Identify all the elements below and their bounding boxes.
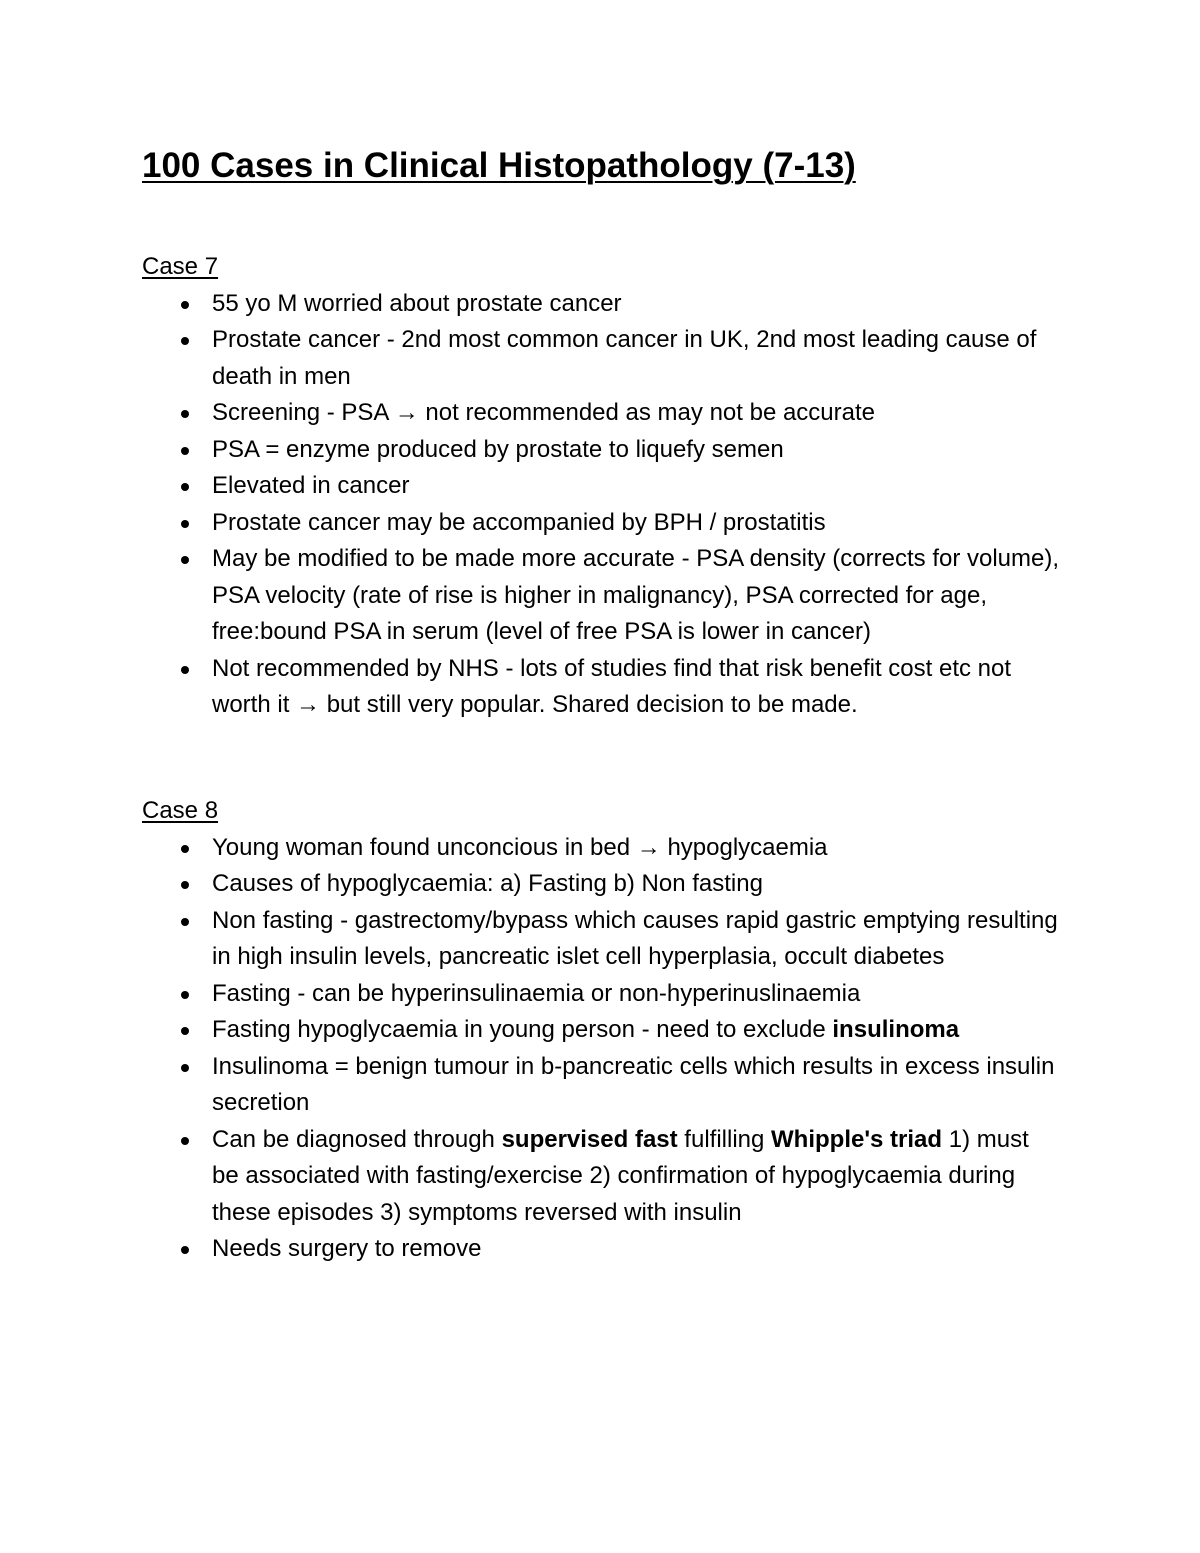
bullet-text: Not recommended by NHS - lots of studies find that risk benefit cost etc not worth it → but still very popular. Shared decision to be made. [212, 654, 1012, 718]
list-item [142, 651, 1062, 724]
bullet-text: Non fasting - gastrectomy/bypass which causes rapid gastric emptying resulting in high insulin levels, pancreatic islet cell hyperplasia, occult diabetes [212, 906, 1058, 970]
bullet-list [142, 286, 1062, 724]
list-item [142, 1231, 1062, 1268]
list-item [142, 395, 1062, 432]
bullet-icon [181, 337, 189, 345]
list-item [142, 903, 1062, 976]
list-item [142, 866, 1062, 903]
list-item [142, 1049, 1062, 1122]
bullet-text: Screening - PSA → not recommended as may not be accurate [212, 399, 876, 426]
bullet-icon [181, 918, 189, 926]
list-item [142, 468, 1062, 505]
bullet-text: 55 yo M worried about prostate cancer [212, 289, 622, 317]
bullet-icon [181, 410, 189, 418]
bold-term: insulinoma [832, 1016, 960, 1043]
bullet-text: Needs surgery to remove [212, 1235, 482, 1262]
bullet-icon [181, 881, 189, 889]
bullet-text: Insulinoma = benign tumour in b-pancreatic cells which results in excess insulin secretion [212, 1052, 1055, 1116]
case-section-7 [142, 249, 1062, 724]
list-item [142, 976, 1062, 1013]
list-item [142, 1122, 1062, 1232]
case-heading: Case 7 [142, 253, 219, 280]
list-item [142, 286, 1062, 323]
bullet-text: 1) must be associated with fasting/exercise 2) confirmation of hypoglycaemia during these episodes 3) symptoms reversed with insulin [212, 1125, 1029, 1226]
bullet-icon [181, 447, 189, 455]
bullet-icon [181, 520, 189, 528]
list-item [142, 432, 1062, 469]
case-heading: Case 8 [142, 797, 219, 824]
bullet-text: May be modified to be made more accurate - PSA density (corrects for volume), PSA velocity (rate of rise is higher in malignancy), PSA corrected for age, free:bound PSA in serum (level of free PSA is lower in cancer) [212, 545, 1060, 645]
bullet-icon [181, 1137, 189, 1145]
bullet-icon [181, 556, 189, 564]
bullet-text: PSA = enzyme produced by prostate to liquefy semen [212, 435, 784, 463]
bullet-text: Can be diagnosed through [212, 1125, 502, 1153]
case-section-8 [142, 793, 1062, 1268]
list-item [142, 322, 1062, 395]
list-item [142, 830, 1062, 867]
bullet-icon [181, 845, 189, 853]
bullet-text: Fasting hypoglycaemia in young person - need to exclude [212, 1016, 833, 1043]
bullet-text: Prostate cancer - 2nd most common cancer in UK, 2nd most leading cause of death in men [212, 326, 1037, 390]
list-item [142, 505, 1062, 542]
bullet-text: fulfilling [677, 1125, 772, 1153]
bullet-icon [181, 666, 189, 674]
bullet-icon [181, 1027, 189, 1035]
bullet-text: Causes of hypoglycaemia: a) Fasting b) Non fasting [212, 870, 763, 897]
bullet-list [142, 830, 1062, 1268]
bullet-text: Elevated in cancer [212, 472, 410, 499]
list-item [142, 541, 1062, 651]
bullet-icon [181, 301, 189, 309]
bullet-icon [181, 1064, 189, 1072]
bullet-text: Prostate cancer may be accompanied by BPH / prostatitis [212, 508, 826, 536]
list-item [142, 1012, 1062, 1049]
bullet-text: Young woman found unconcious in bed → hypoglycaemia [212, 833, 828, 861]
bullet-icon [181, 991, 189, 999]
bullet-icon [181, 483, 189, 491]
bold-term: supervised fast [501, 1125, 678, 1153]
document-title: 100 Cases in Clinical Histopathology (7-13) [142, 146, 856, 185]
bullet-text: Fasting - can be hyperinsulinaemia or non-hyperinuslinaemia [212, 979, 861, 1007]
bold-term: Whipple's triad [771, 1125, 943, 1153]
bullet-icon [181, 1246, 189, 1254]
